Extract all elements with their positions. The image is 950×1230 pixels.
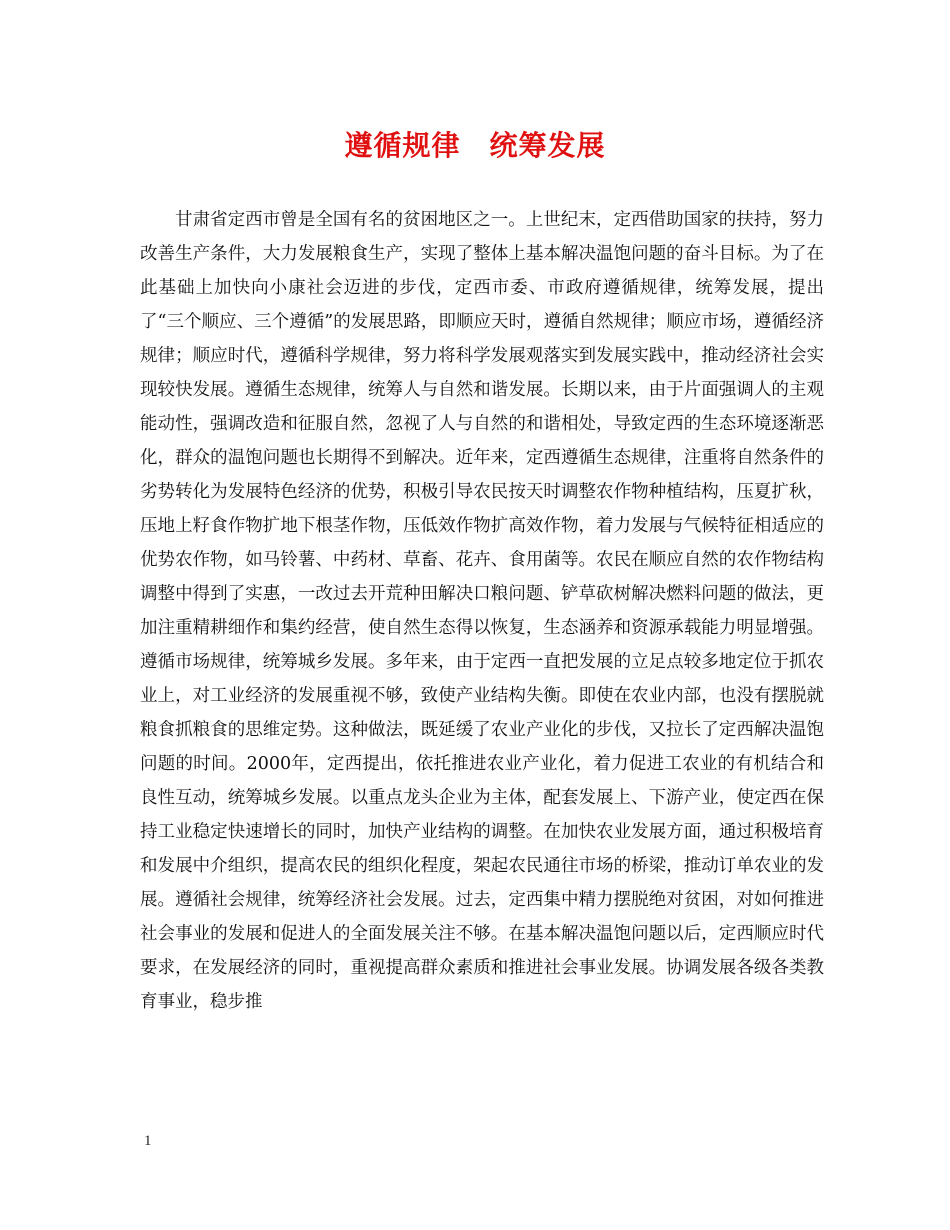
page-number: 1 <box>144 1133 152 1149</box>
document-body-paragraph: 甘肃省定西市曾是全国有名的贫困地区之一。上世纪末，定西借助国家的扶持，努力改善生产条件，大力发展粮食生产，实现了整体上基本解决温饱问题的奋斗目标。为了在此基础上加快向小康社会迈进的步伐，定西市委、市政府遵循规律，统筹发展，提出了“三个顺应、三个遵循”的发展思路，即顺应天时，遵循自然规律；顺应市场，遵循经济规律；顺应时代，遵循科学规律，努力将科学发展观落实到发展实践中，推动经济社会实现较快发展。遵循生态规律，统筹人与自然和谐发展。长期以来，由于片面强调人的主观能动性，强调改造和征服自然，忽视了人与自然的和谐相处，导致定西的生态环境逐渐恶化，群众的温饱问题也长期得不到解决。近年来，定西遵循生态规律，注重将自然条件的劣势转化为发展特色经济的优势，积极引导农民按天时调整农作物种植结构，压夏扩秋，压地上籽食作物扩地下根茎作物，压低效作物扩高效作物，着力发展与气候特征相适应的优势农作物，如马铃薯、中药材、草畜、花卉、食用菌等。农民在顺应自然的农作物结构调整中得到了实惠，一改过去开荒种田解决口粮问题、铲草砍树解决燃料问题的做法，更加注重精耕细作和集约经营，使自然生态得以恢复，生态涵养和资源承载能力明显增强。遵循市场规律，统筹城乡发展。多年来，由于定西一直把发展的立足点较多地定位于抓农业上，对工业经济的发展重视不够，致使产业结构失衡。即使在农业内部，也没有摆脱就粮食抓粮食的思维定势。这种做法，既延缓了农业产业化的步伐，又拉长了定西解决温饱问题的时间。2000年，定西提出，依托推进农业产业化，着力促进工农业的有机结合和良性互动，统筹城乡发展。以重点龙头企业为主体，配套发展上、下游产业，使定西在保持工业稳定快速增长的同时，加快产业结构的调整。在加快农业发展方面，通过积极培育和发展中介组织，提高农民的组织化程度，架起农民通往市场的桥梁，推动订单农业的发展。遵循社会规律，统筹经济社会发展。过去，定西集中精力摆脱绝对贫困，对如何推进社会事业的发展和促进人的全面发展关注不够。在基本解决温饱问题以后，定西顺应时代要求，在发展经济的同时，重视提高群众素质和推进社会事业发展。协调发展各级各类教育事业，稳步推 <box>140 210 824 1012</box>
document-title: 遵循规律 统筹发展 <box>344 129 606 162</box>
